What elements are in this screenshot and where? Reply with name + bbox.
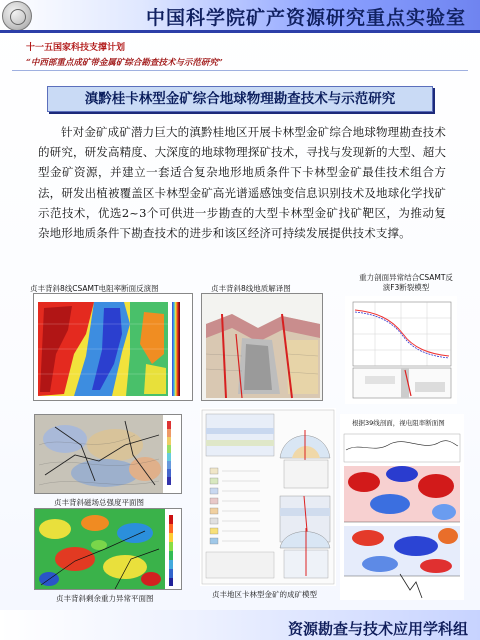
caption-magnetic-map: 贞丰背斜磁场总强度平面图: [54, 498, 144, 507]
figure-residual-gravity: [34, 508, 182, 590]
caption-gravity-model: 重力剖面异常结合CSAMT反演F3断裂模型: [359, 273, 453, 292]
figure-gravity-section: [340, 414, 464, 600]
program-subtitle: “中西部重点成矿带金属矿综合勘查技术与示范研究”: [26, 58, 223, 68]
figure-csamt-section: [33, 293, 193, 401]
main-title: 滇黔桂卡林型金矿综合地球物理勘查技术与示范研究: [47, 86, 433, 112]
body-paragraph: 针对金矿成矿潜力巨大的滇黔桂地区开展卡林型金矿综合地球物理勘查技术的研究，研发高精度、大深度的地球物理探矿技术，寻找与发现新的大型、超大型金矿资源，并建立一套适合复杂地形地质条件下卡林型金矿最佳技术组合方法，研发出植被覆盖区卡林型金矿高光谱遥感蚀变信息识别技术及地球化学找矿示范技术，优选2~3个可供进一步勘查的大型卡林型金矿找矿靶区，为推动复杂地形地质条件下勘查技术的进步和该区经济可持续发展提供技术支撑。: [38, 125, 446, 241]
figure-gravity-model: [345, 296, 457, 404]
deposit-model-image: [200, 408, 336, 586]
program-divider: [12, 70, 468, 71]
caption-csamt-section: 贞丰背斜8线CSAMT电阻率断面反演图: [30, 284, 159, 293]
residual-gravity-image: [35, 509, 182, 590]
caption-geology-section: 贞丰背斜8线地质解译图: [211, 284, 291, 293]
program-title: 十一五国家科技支撑计划: [26, 43, 126, 53]
header-banner: [0, 0, 480, 30]
caption-residual-gravity: 贞丰背斜剩余重力异常平面图: [56, 594, 154, 603]
csamt-section-image: [34, 294, 193, 401]
magnetic-map-image: [35, 415, 182, 494]
figure-magnetic-map: [34, 414, 182, 494]
figure-deposit-model: [200, 408, 336, 586]
institution-title: 中国科学院矿产资源研究重点实验室: [145, 7, 466, 29]
geology-section-image: [202, 294, 323, 401]
figure-geology-section: [201, 293, 323, 401]
cas-logo-icon: [2, 1, 32, 30]
caption-deposit-model: 贞丰地区卡林型金矿的成矿模型: [212, 590, 317, 599]
gravity-section-title: 根据39线剖面，视电阻率断面图: [352, 419, 445, 427]
footer-department: 资源勘查与技术应用学科组: [287, 620, 468, 638]
gravity-section-image: [340, 414, 464, 600]
header-divider: [0, 30, 480, 33]
gravity-model-image: [345, 296, 457, 404]
